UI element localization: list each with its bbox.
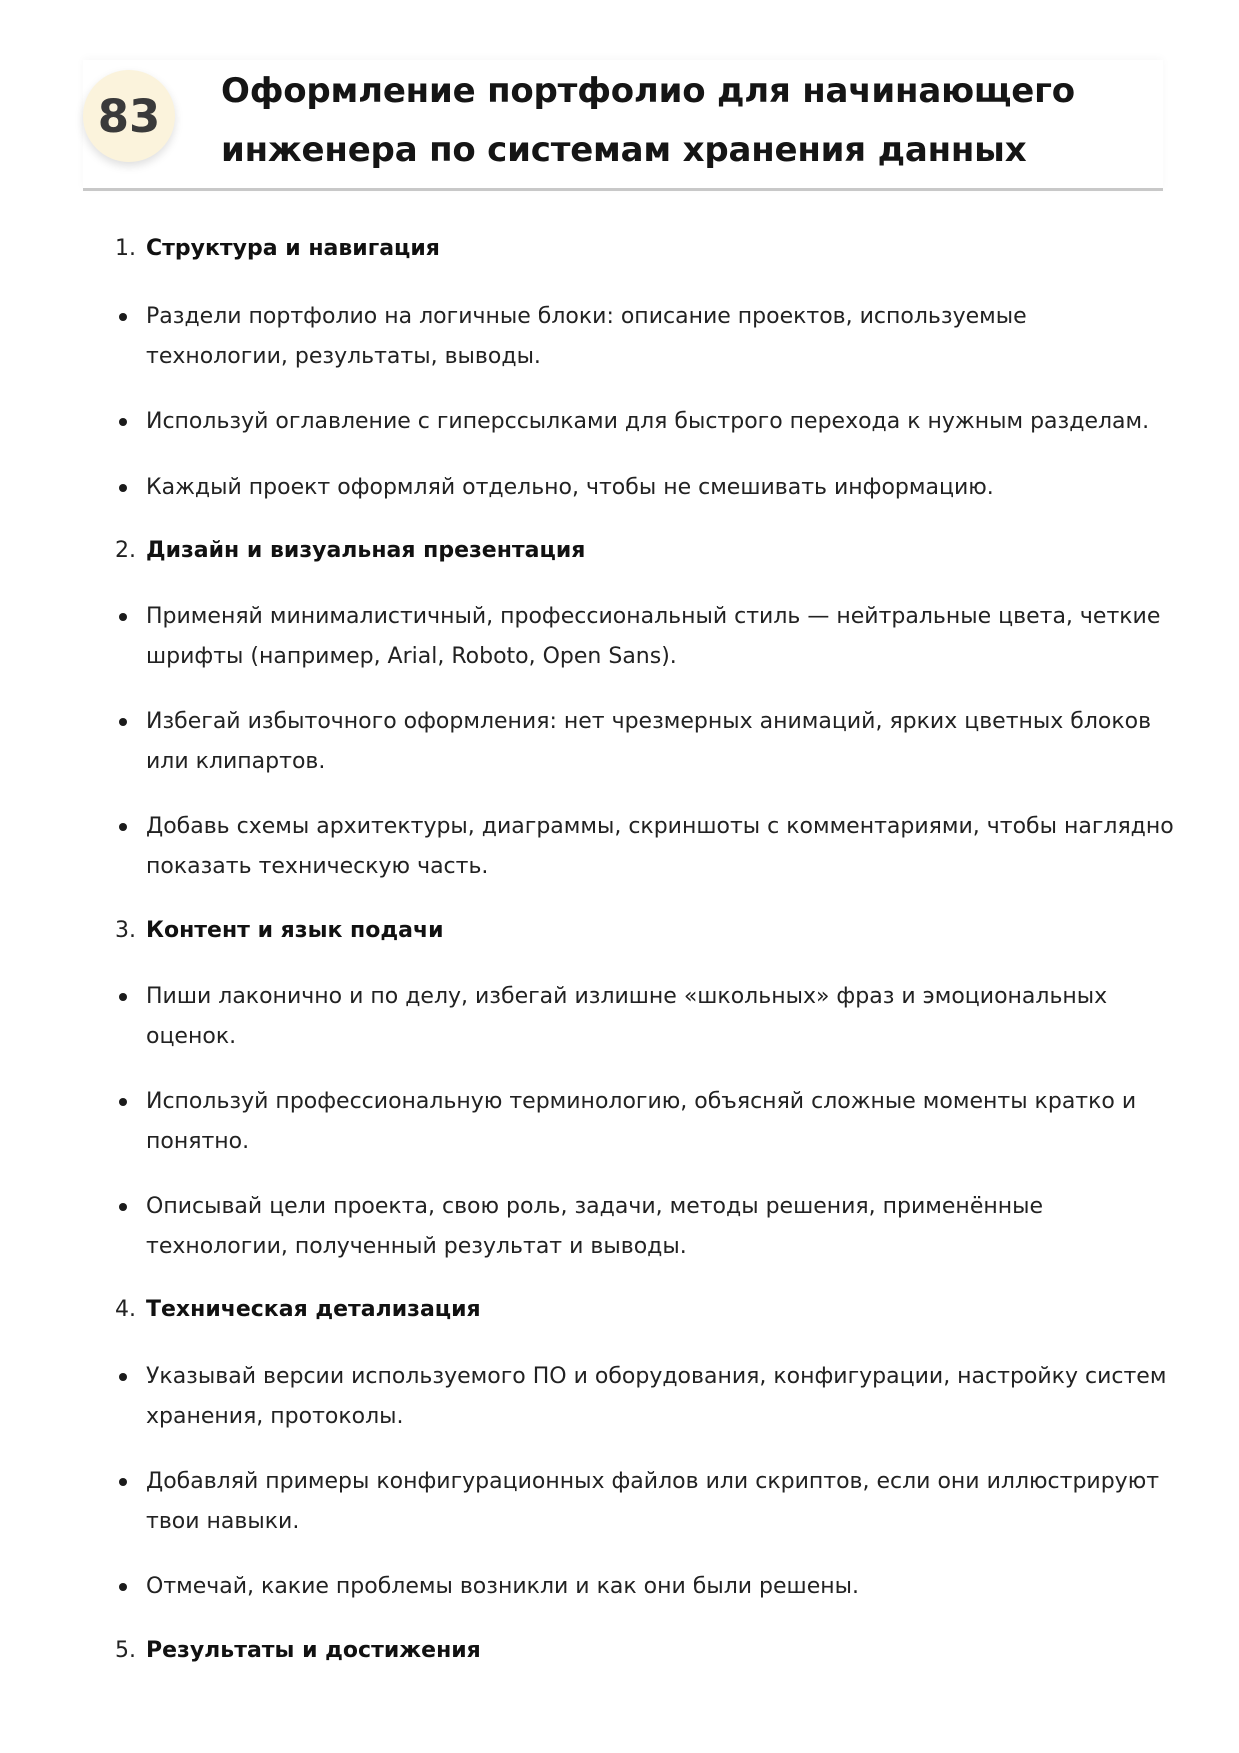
bullet-dot <box>119 823 127 831</box>
section-number: 3. <box>115 918 136 943</box>
bullet-dot <box>119 418 127 426</box>
bullet-text-line: хранения, протоколы. <box>146 1404 404 1429</box>
bullet-text-line: технологии, полученный результат и выводы. <box>146 1234 687 1259</box>
bullet-dot <box>119 1373 127 1381</box>
bullet-text-line: шрифты (например, Arial, Roboto, Open Sans). <box>146 644 677 669</box>
page-title <box>221 62 1161 180</box>
bullet-text-line: Избегай избыточного оформления: нет чрезмерных анимаций, ярких цветных блоков <box>146 709 1152 734</box>
bullet-text-line: показать техническую часть. <box>146 854 489 879</box>
bullet-text-line: технологии, результаты, выводы. <box>146 344 541 369</box>
bullet-dot <box>119 1478 127 1486</box>
bullet-text-line: Используй оглавление с гиперссылками для быстрого перехода к нужным разделам. <box>146 409 1150 434</box>
bullet-dot <box>119 1203 127 1211</box>
bullet-text-line: оценок. <box>146 1024 237 1049</box>
bullet-text-line: Отмечай, какие проблемы возникли и как они были решены. <box>146 1574 859 1599</box>
section-heading: Структура и навигация <box>146 236 440 261</box>
bullet-text-line: понятно. <box>146 1129 250 1154</box>
bullet-text-line: Описывай цели проекта, свою роль, задачи, методы решения, применённые <box>146 1194 1044 1219</box>
bullet-dot <box>119 484 127 492</box>
title-line-2: инженера по системам хранения данных <box>221 130 1027 170</box>
bullet-dot <box>119 1098 127 1106</box>
section-heading: Результаты и достижения <box>146 1638 481 1663</box>
bullet-dot <box>119 718 127 726</box>
bullet-text-line: или клипартов. <box>146 749 326 774</box>
bullet-dot <box>119 1583 127 1591</box>
page-number-badge: 83 <box>83 70 175 162</box>
bullet-text-line: Раздели портфолио на логичные блоки: описание проектов, используемые <box>146 304 1027 329</box>
section-heading: Техническая детализация <box>146 1297 481 1322</box>
bullet-text-line: Добавляй примеры конфигурационных файлов или скриптов, если они иллюстрируют <box>146 1469 1160 1494</box>
bullet-text-line: твои навыки. <box>146 1509 300 1534</box>
bullet-text-line: Пиши лаконично и по делу, избегай излишне «школьных» фраз и эмоциональных <box>146 984 1108 1009</box>
title-line-1: Оформление портфолио для начинающего <box>221 71 1075 111</box>
bullet-dot <box>119 313 127 321</box>
section-number: 1. <box>115 236 136 261</box>
section-number: 2. <box>115 538 136 563</box>
section-heading: Контент и язык подачи <box>146 918 444 943</box>
bullet-text-line: Указывай версии используемого ПО и оборудования, конфигурации, настройку систем <box>146 1364 1167 1389</box>
bullet-text-line: Применяй минималистичный, профессиональный стиль — нейтральные цвета, четкие <box>146 604 1161 629</box>
bullet-dot <box>119 613 127 621</box>
bullet-text-line: Каждый проект оформляй отдельно, чтобы не смешивать информацию. <box>146 475 994 500</box>
bullet-text-line: Используй профессиональную терминологию, объясняй сложные моменты кратко и <box>146 1089 1137 1114</box>
section-heading: Дизайн и визуальная презентация <box>146 538 586 563</box>
section-number: 4. <box>115 1297 136 1322</box>
bullet-dot <box>119 993 127 1001</box>
bullet-text-line: Добавь схемы архитектуры, диаграммы, скриншоты с комментариями, чтобы наглядно <box>146 814 1174 839</box>
page-header <box>83 60 1163 191</box>
section-number: 5. <box>115 1638 136 1663</box>
